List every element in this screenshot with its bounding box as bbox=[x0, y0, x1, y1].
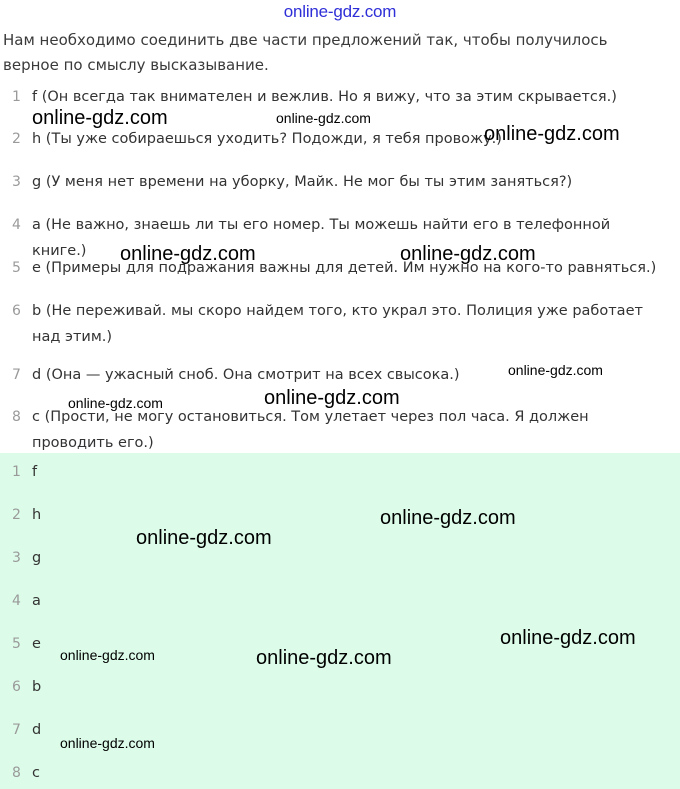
question-text: a (Не важно, знаешь ли ты его номер. Ты можешь найти его в телефонной книге.) bbox=[32, 217, 611, 259]
watermark: online-gdz.com bbox=[276, 110, 371, 126]
answer-number: 5 bbox=[12, 636, 21, 652]
watermark: online-gdz.com bbox=[500, 627, 636, 649]
watermark: online-gdz.com bbox=[264, 387, 400, 409]
answer-number: 2 bbox=[12, 507, 21, 523]
question-text: b (Не переживай. мы скоро найдем того, кто украл это. Полиция уже работает над этим.) bbox=[32, 303, 643, 345]
question-number: 5 bbox=[12, 260, 21, 276]
question-text: c (Прости, не могу остановиться. Том улетает через пол часа. Я должен проводить его.) bbox=[32, 409, 589, 451]
watermark: online-gdz.com bbox=[120, 243, 256, 265]
answer-number: 8 bbox=[12, 765, 21, 781]
question-number: 7 bbox=[12, 367, 21, 383]
question-number: 4 bbox=[12, 217, 21, 233]
watermark: online-gdz.com bbox=[508, 362, 603, 378]
question-number: 2 bbox=[12, 131, 21, 147]
question-text: g (У меня нет времени на уборку, Майк. Не мог бы ты этим заняться?) bbox=[32, 174, 573, 190]
answer-number: 4 bbox=[12, 593, 21, 609]
answer-number: 6 bbox=[12, 679, 21, 695]
answer-letter: g bbox=[32, 550, 42, 566]
task-instruction: Нам необходимо соединить две части предложений так, чтобы получилось верное по смыслу высказывание. bbox=[3, 31, 608, 74]
watermark: online-gdz.com bbox=[60, 647, 155, 663]
question-number: 8 bbox=[12, 409, 21, 425]
answer-letter: f bbox=[32, 464, 38, 480]
answer-letter: h bbox=[32, 507, 42, 523]
answer-letter: c bbox=[32, 765, 40, 781]
watermark: online-gdz.com bbox=[400, 243, 536, 265]
answer-number: 7 bbox=[12, 722, 21, 738]
watermark: online-gdz.com bbox=[256, 647, 392, 669]
watermark: online-gdz.com bbox=[484, 123, 620, 145]
answer-letter: a bbox=[32, 593, 41, 609]
question-number: 1 bbox=[12, 89, 21, 105]
answer-number: 1 bbox=[12, 464, 21, 480]
question-number: 6 bbox=[12, 303, 21, 319]
question-text: e (Примеры для подражания важны для детей. Им нужно на кого-то равняться.) bbox=[32, 260, 657, 276]
watermark: online-gdz.com bbox=[136, 527, 272, 549]
question-text: f (Он всегда так внимателен и вежлив. Но я вижу, что за этим скрывается.) bbox=[32, 89, 617, 105]
question-number: 3 bbox=[12, 174, 21, 190]
answer-letter: b bbox=[32, 679, 42, 695]
answer-number: 3 bbox=[12, 550, 21, 566]
question-text: h (Ты уже собираешься уходить? Подожди, я тебя провожу.) bbox=[32, 131, 502, 147]
watermark: online-gdz.com bbox=[32, 107, 168, 129]
answer-letter: e bbox=[32, 636, 41, 652]
watermark: online-gdz.com bbox=[60, 735, 155, 751]
watermark: online-gdz.com bbox=[68, 395, 163, 411]
question-text: d (Она — ужасный сноб. Она смотрит на всех свысока.) bbox=[32, 367, 460, 383]
header-watermark: online-gdz.com bbox=[283, 2, 397, 21]
watermark: online-gdz.com bbox=[380, 507, 516, 529]
answer-letter: d bbox=[32, 722, 42, 738]
